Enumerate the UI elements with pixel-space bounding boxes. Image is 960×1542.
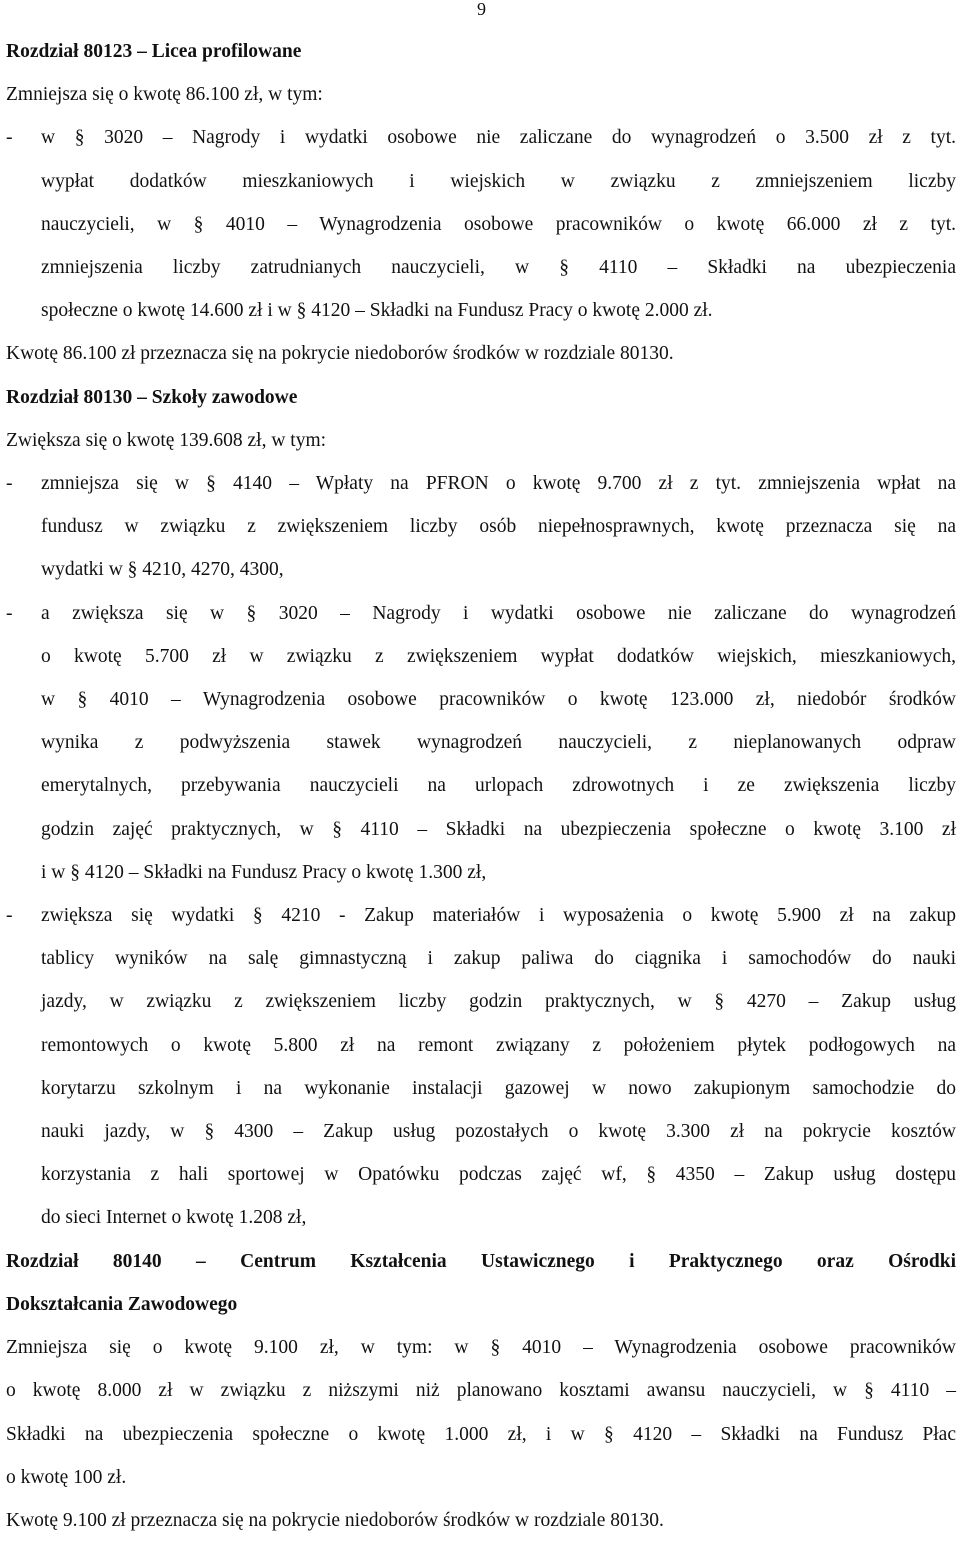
text-line: do sieci Internet o kwotę 1.208 zł,	[41, 1207, 307, 1229]
text-line: zmniejszenia liczby zatrudnianych nauczycieli, w § 4110 – Składki na ubezpieczenia	[41, 257, 956, 279]
text-line: społeczne o kwotę 14.600 zł i w § 4120 – Składki na Fundusz Pracy o kwotę 2.000 zł.	[41, 300, 713, 322]
section-closing: Kwotę 9.100 zł przeznacza się na pokrycie niedoborów środków w rozdziale 80130.	[6, 1509, 664, 1531]
section-closing: Kwotę 86.100 zł przeznacza się na pokrycie niedoborów środków w rozdziale 80130.	[6, 343, 674, 365]
text-line: zmniejsza się w § 4140 – Wpłaty na PFRON o kwotę 9.700 zł z tyt. zmniejszenia wpłat na	[41, 473, 956, 495]
list-item	[6, 462, 956, 592]
section-heading-80123: Rozdział 80123 – Licea profilowane	[6, 41, 302, 62]
text-line: emerytalnych, przebywania nauczycieli na urlopach zdrowotnych i ze zwiększenia liczby	[41, 775, 956, 797]
text-line: zwiększa się wydatki § 4210 - Zakup materiałów i wyposażenia o kwotę 5.900 zł na zakup	[41, 905, 956, 927]
text-line: korytarzu szkolnym i na wykonanie instalacji gazowej w nowo zakupionym samochodzie do	[41, 1077, 956, 1099]
text-line: a zwiększa się w § 3020 – Nagrody i wydatki osobowe nie zaliczane do wynagrodzeń	[41, 602, 956, 624]
page-number: 9	[477, 0, 486, 19]
text-line: Zmniejsza się o kwotę 9.100 zł, w tym: w § 4010 – Wynagrodzenia osobowe pracowników	[6, 1337, 956, 1359]
section-heading-80130: Rozdział 80130 – Szkoły zawodowe	[6, 386, 298, 408]
text-line: w § 4010 – Wynagrodzenia osobowe pracowników o kwotę 123.000 zł, niedobór środków	[41, 689, 956, 711]
text-line: Składki na ubezpieczenia społeczne o kwotę 1.000 zł, i w § 4120 – Składki na Fundusz Płac	[6, 1423, 956, 1445]
list-item	[6, 592, 956, 894]
text-line: fundusz w związku z zwiększeniem liczby osób niepełnosprawnych, kwotę przeznacza się na	[41, 516, 956, 538]
text-line: tablicy wyników na salę gimnastyczną i zakup paliwa do ciągnika i samochodów do nauki	[41, 948, 956, 970]
text-line: i w § 4120 – Składki na Fundusz Pracy o kwotę 1.300 zł,	[41, 861, 487, 883]
list-dash: -	[6, 473, 13, 495]
text-line: wynika z podwyższenia stawek wynagrodzeń nauczycieli, z nieplanowanych odpraw	[41, 732, 956, 754]
text-line: wydatki w § 4210, 4270, 4300,	[41, 559, 284, 581]
text-line: o kwotę 8.000 zł w związku z niższymi niż planowano kosztami awansu nauczycieli, w § 4110 –	[6, 1380, 956, 1402]
text-line: nauczycieli, w § 4010 – Wynagrodzenia osobowe pracowników o kwotę 66.000 zł z tyt.	[41, 213, 956, 235]
section-heading-80140-cont: Dokształcania Zawodowego	[6, 1293, 238, 1315]
section-80140	[6, 1240, 956, 1542]
text-line: remontowych o kwotę 5.800 zł na remont związany z położeniem płytek podłogowych na	[41, 1034, 956, 1056]
section-80123	[6, 30, 956, 376]
text-line: jazdy, w związku z zwiększeniem liczby godzin praktycznych, w § 4270 – Zakup usług	[41, 991, 956, 1013]
document-page	[6, 30, 956, 1542]
section-intro: Zwiększa się o kwotę 139.608 zł, w tym:	[6, 429, 327, 451]
section-intro: Zmniejsza się o kwotę 86.100 zł, w tym:	[6, 84, 323, 106]
text-line: o kwotę 5.700 zł w związku z zwiększeniem wypłat dodatków wiejskich, mieszkaniowych,	[41, 645, 956, 667]
section-80130	[6, 376, 956, 1240]
list-dash: -	[6, 602, 13, 624]
section-heading-80140: Rozdział 80140 – Centrum Kształcenia Ustawicznego i Praktycznego oraz Ośrodki	[6, 1250, 956, 1272]
text-line: w § 3020 – Nagrody i wydatki osobowe nie zaliczane do wynagrodzeń o 3.500 zł z tyt.	[41, 127, 956, 149]
text-line: korzystania z hali sportowej w Opatówku podczas zajęć wf, § 4350 – Zakup usług dostępu	[41, 1164, 956, 1186]
text-line: nauki jazdy, w § 4300 – Zakup usług pozostałych o kwotę 3.300 zł na pokrycie kosztów	[41, 1121, 956, 1143]
list-item	[6, 894, 956, 1240]
list-item	[6, 116, 956, 332]
text-line: wypłat dodatków mieszkaniowych i wiejskich w związku z zmniejszeniem liczby	[41, 170, 956, 192]
list-dash: -	[6, 905, 13, 927]
list-dash: -	[6, 127, 13, 149]
text-line: godzin zajęć praktycznych, w § 4110 – Składki na ubezpieczenia społeczne o kwotę 3.100 zł	[41, 818, 956, 840]
text-line: o kwotę 100 zł.	[6, 1466, 127, 1488]
